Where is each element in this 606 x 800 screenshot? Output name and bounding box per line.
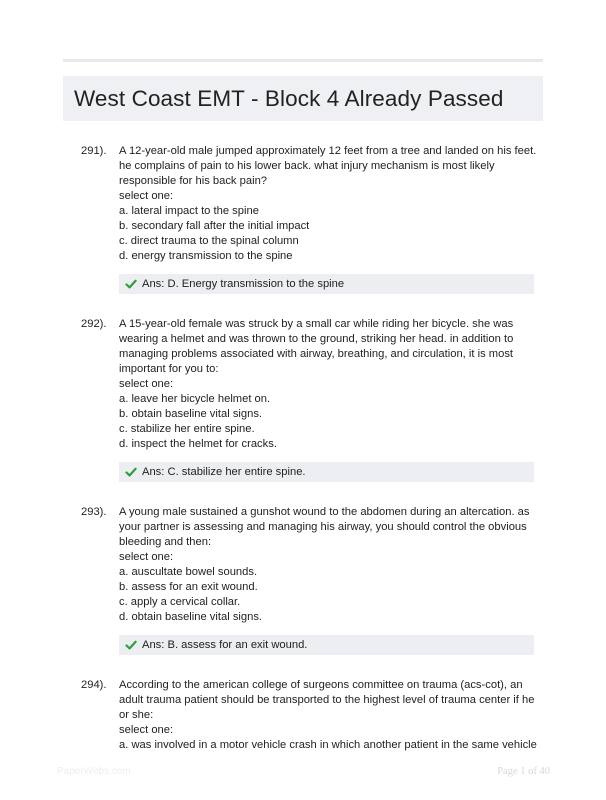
checkmark-icon xyxy=(125,278,137,290)
page-number: Page 1 of 40 xyxy=(497,766,550,777)
option-d: d. obtain baseline vital signs. xyxy=(119,611,263,623)
answer-text: Ans: B. assess for an exit wound. xyxy=(142,639,308,651)
checkmark-icon xyxy=(125,639,137,651)
document-title: West Coast EMT - Block 4 Already Passed xyxy=(74,85,504,111)
option-d: d. energy transmission to the spine xyxy=(119,250,293,262)
question-body xyxy=(119,317,539,452)
question-number: 291). xyxy=(81,145,107,157)
question-number: 292). xyxy=(81,318,107,330)
option-b: b. assess for an exit wound. xyxy=(119,581,258,593)
select-label: select one: xyxy=(119,378,174,390)
question-body xyxy=(119,678,539,753)
select-label: select one: xyxy=(119,724,174,736)
option-a: a. leave her bicycle helmet on. xyxy=(119,393,271,405)
select-label: select one: xyxy=(119,190,174,202)
option-a: a. was involved in a motor vehicle crash in which another patient in the same vehicle xyxy=(119,739,537,751)
answer-text: Ans: C. stabilize her entire spine. xyxy=(142,466,306,478)
question-stem: According to the american college of surgeons committee on trauma (acs-cot), an adult trauma patient should be transported to the highest level of trauma center if he or she: xyxy=(119,679,535,721)
question-stem: A 12-year-old male jumped approximately 12 feet from a tree and landed on his feet. he complains of pain to his lower back. what injury mechanism is most likely responsible for his back pain? xyxy=(119,145,537,187)
question-body xyxy=(119,144,539,264)
question-number: 293). xyxy=(81,506,107,518)
question-body xyxy=(119,505,539,625)
option-a: a. lateral impact to the spine xyxy=(119,205,259,217)
answer-text: Ans: D. Energy transmission to the spine xyxy=(142,278,345,290)
checkmark-icon xyxy=(125,466,137,478)
answer-box xyxy=(119,635,534,655)
option-c: c. stabilize her entire spine. xyxy=(119,423,255,435)
option-b: b. obtain baseline vital signs. xyxy=(119,408,263,420)
option-c: c. direct trauma to the spinal column xyxy=(119,235,299,247)
answer-box xyxy=(119,462,534,482)
option-c: c. apply a cervical collar. xyxy=(119,596,241,608)
select-label: select one: xyxy=(119,551,174,563)
top-divider xyxy=(63,59,543,62)
question-stem: A young male sustained a gunshot wound to the abdomen during an altercation. as your partner is assessing and managing his airway, you should control the obvious bleeding and then: xyxy=(119,506,530,548)
footer-watermark: PaperWebs.com xyxy=(57,766,131,777)
option-b: b. secondary fall after the initial impact xyxy=(119,220,310,232)
answer-box xyxy=(119,274,534,294)
title-bar xyxy=(63,76,543,121)
option-d: d. inspect the helmet for cracks. xyxy=(119,438,277,450)
question-stem: A 15-year-old female was struck by a small car while riding her bicycle. she was wearing a helmet and was thrown to the ground, striking her head. in addition to managing problems associated with airway, breathing, and circulation, it is most important for you to: xyxy=(119,318,514,375)
question-number: 294). xyxy=(81,679,107,691)
option-a: a. auscultate bowel sounds. xyxy=(119,566,258,578)
